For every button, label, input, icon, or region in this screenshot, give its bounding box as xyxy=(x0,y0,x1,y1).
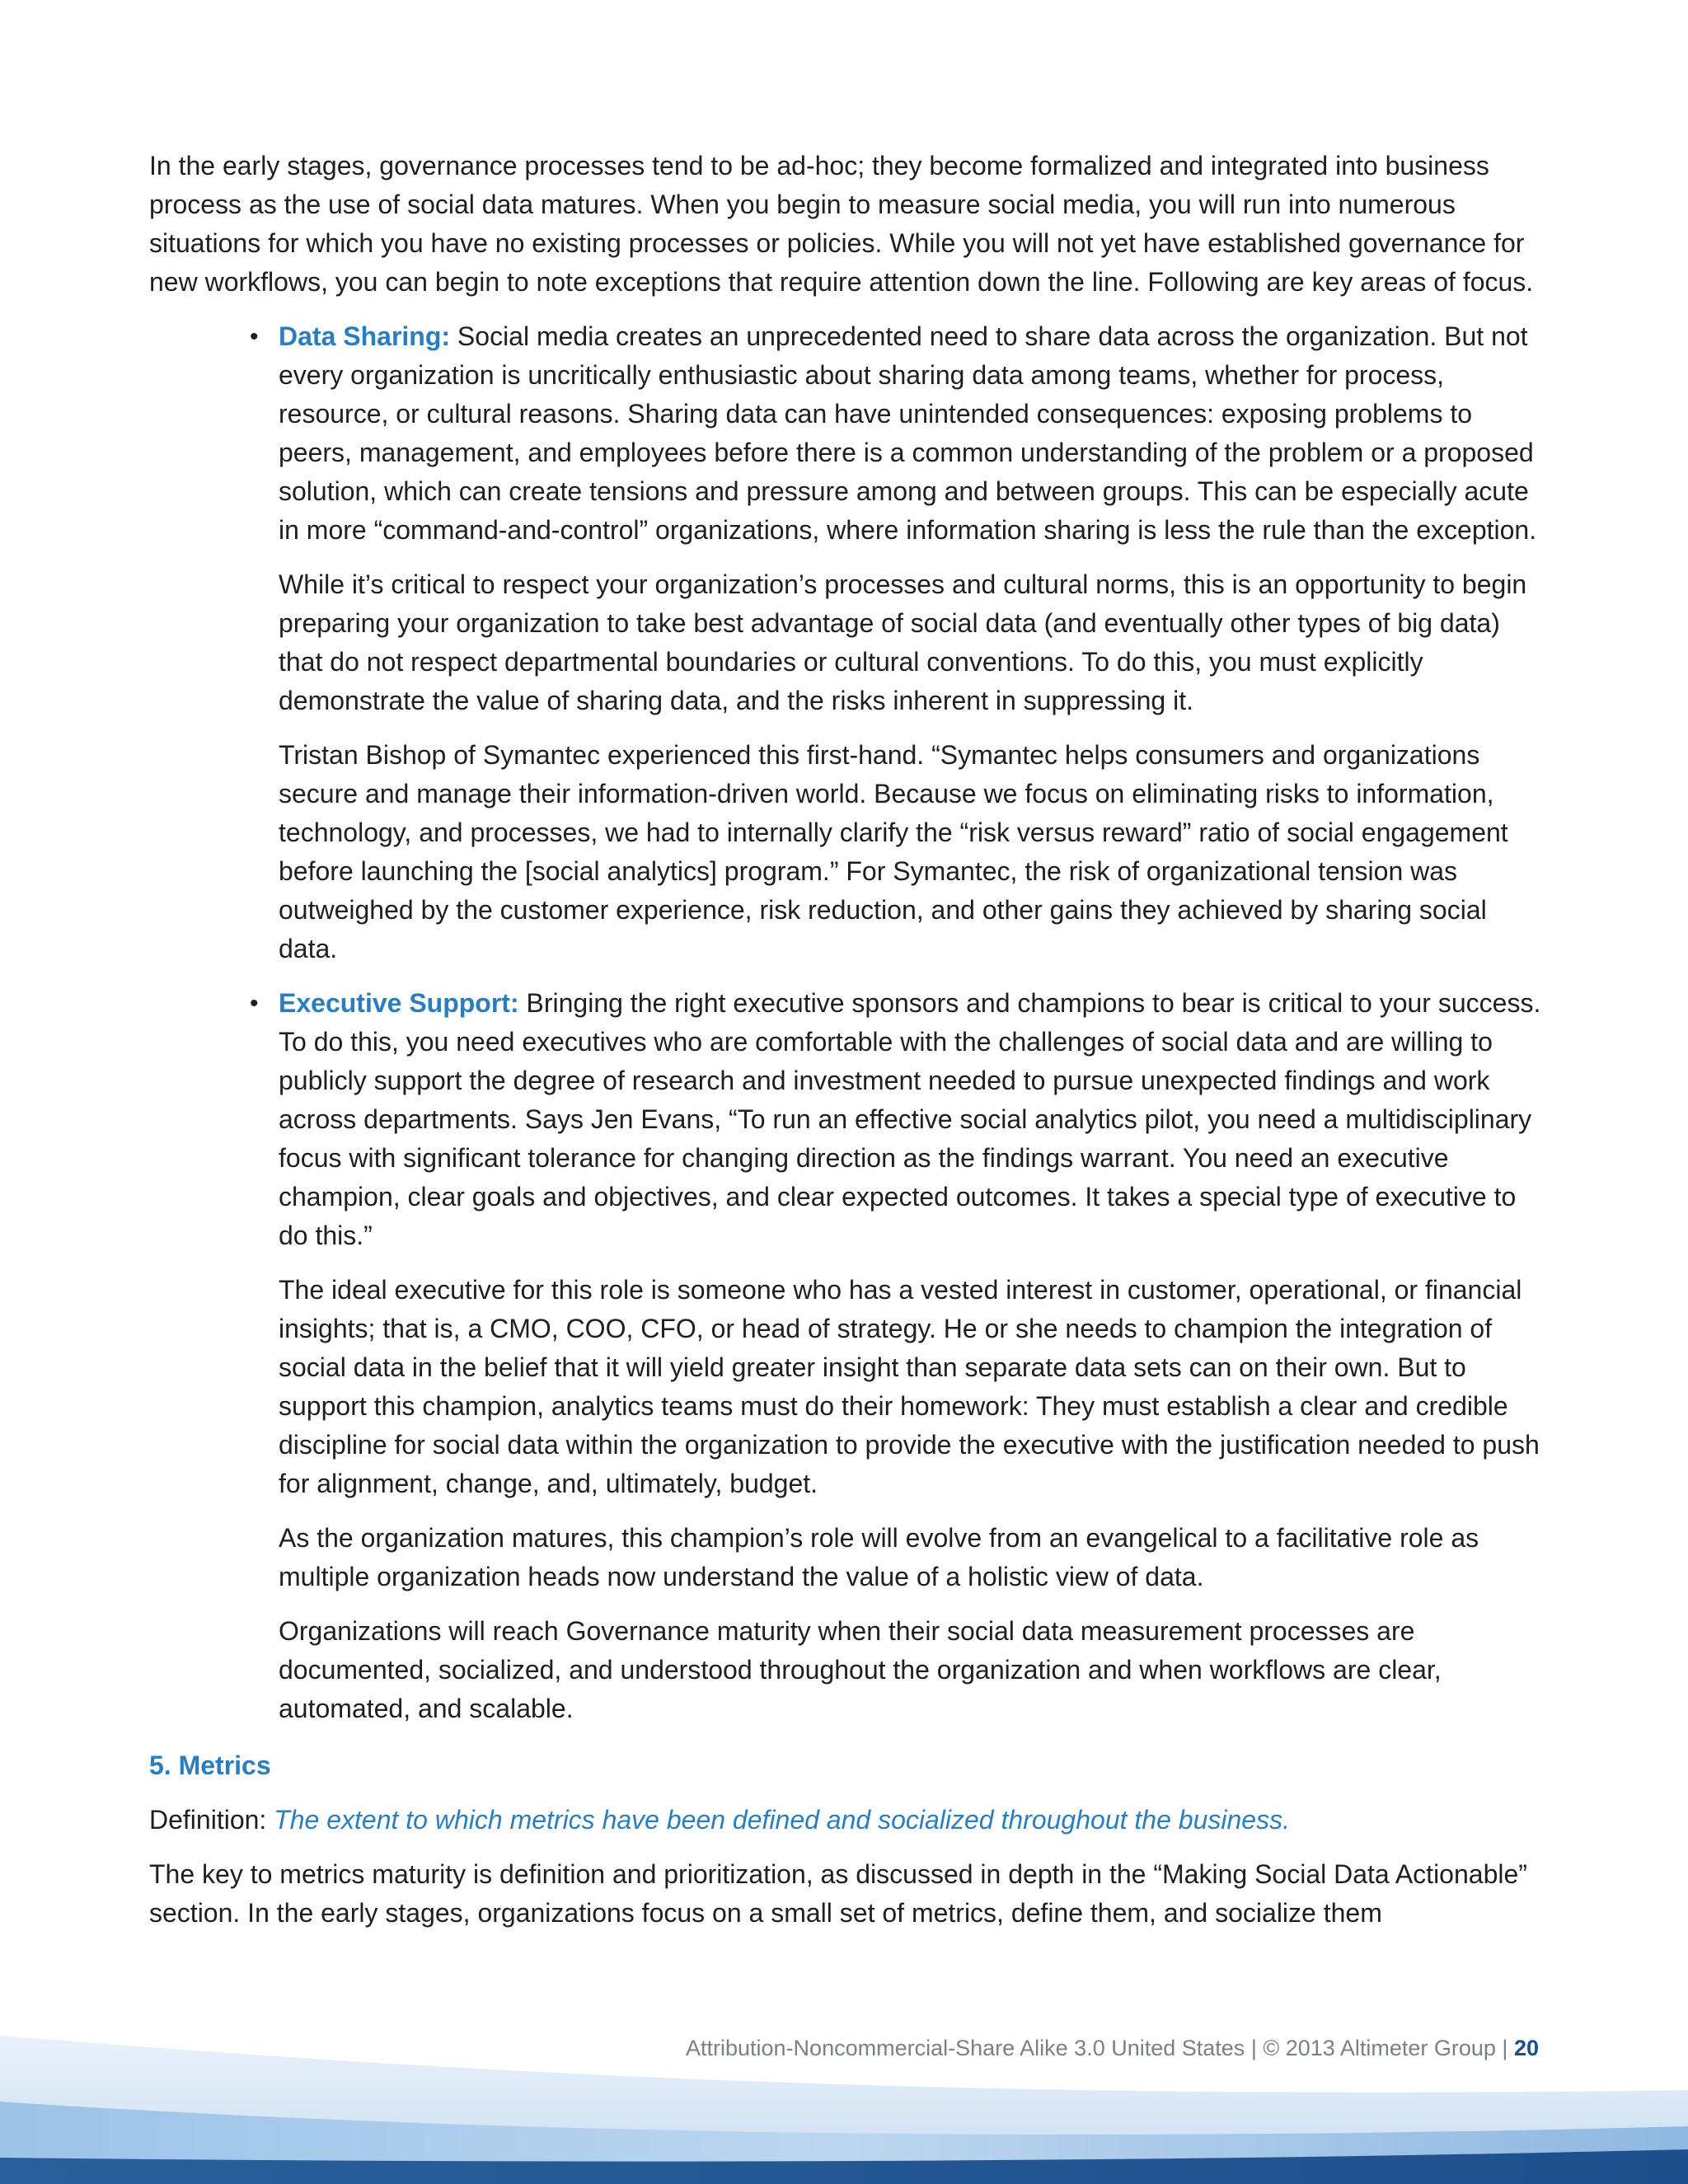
executive-support-paragraph xyxy=(279,984,1542,1255)
bullet-icon: • xyxy=(250,323,259,350)
bullet-icon: • xyxy=(250,990,259,1017)
executive-support-paragraph-4: Organizations will reach Governance maturity when their social data measurement processes are documented, socialized, and understood throughout the organization and when workflows are clear, automated, and scalable. xyxy=(279,1616,1442,1723)
data-sharing-lead: Data Sharing: xyxy=(279,321,451,351)
metrics-heading: 5. Metrics xyxy=(149,1750,271,1780)
license-text: Attribution-Noncommercial-Share Alike 3.0 United States xyxy=(686,2036,1245,2060)
executive-support-lead: Executive Support: xyxy=(279,988,519,1018)
page-content xyxy=(149,147,1542,1948)
data-sharing-paragraph-2: While it’s critical to respect your organization’s processes and cultural norms, this is an opportunity to begin preparing your organization to take best advantage of social data (and eventually other types of big data) that do not respect departmental boundaries or cultural conventions. To do this, you must explicitly demonstrate the value of sharing data, and the risks inherent in suppressing it. xyxy=(279,569,1527,715)
definition-text: The extent to which metrics have been defined and socialized throughout the business. xyxy=(274,1805,1290,1835)
data-sharing-paragraph xyxy=(279,317,1542,550)
intro-paragraph: In the early stages, governance processes tend to be ad-hoc; they become formalized and integrated into business process as the use of social data matures. When you begin to measure social media, you will run into numerous situations for which you have no existing processes or policies. While you will not yet have established governance for new workflows, you can begin to note exceptions that require attention down the line. Following are key areas of focus. xyxy=(149,151,1534,297)
page-footer xyxy=(686,2034,1539,2062)
executive-support-paragraph-3: As the organization matures, this champion’s role will evolve from an evangelical to a facilitative role as multiple organization heads now understand the value of a holistic view of data. xyxy=(279,1523,1479,1591)
page-number: 20 xyxy=(1513,2036,1539,2060)
list-item-executive-support xyxy=(250,984,1542,1728)
definition-label: Definition: xyxy=(149,1805,267,1835)
focus-areas-list xyxy=(149,317,1542,1728)
definition-paragraph xyxy=(149,1801,1542,1840)
list-item-data-sharing xyxy=(250,317,1542,968)
executive-support-text: Bringing the right executive sponsors and champions to bear is critical to your success. To do this, you need executives who are comfortable with the challenges of social data and are willing to publicly support the degree of research and investment needed to pursue unexpected findings and work across departments. Says Jen Evans, “To run an effective social analytics pilot, you need a multidisciplinary focus with significant tolerance for changing direction as the findings warrant. You need an executive champion, clear goals and objectives, and clear expected outcomes. It takes a special type of executive to do this.” xyxy=(279,988,1541,1250)
data-sharing-text: Social media creates an unprecedented need to share data across the organization. But not every organization is uncritically enthusiastic about sharing data among teams, whether for process, resource, or cultural reasons. Sharing data can have unintended consequences: exposing problems to peers, management, and employees before there is a common understanding of the problem or a proposed solution, which can create tensions and pressure among and between groups. This can be especially acute in more “command-and-control” organizations, where information sharing is less the rule than the exception. xyxy=(279,321,1537,545)
footer-separator: | xyxy=(1502,2036,1508,2060)
copyright-text: © 2013 Altimeter Group xyxy=(1263,2036,1496,2060)
metrics-body-paragraph: The key to metrics maturity is definition and prioritization, as discussed in depth in the “Making Social Data Actionable” section. In the early stages, organizations focus on a small set of metrics, define them, and socialize them xyxy=(149,1859,1527,1928)
footer-separator: | xyxy=(1250,2036,1257,2060)
executive-support-paragraph-2: The ideal executive for this role is someone who has a vested interest in customer, operational, or financial insights; that is, a CMO, COO, CFO, or head of strategy. He or she needs to champion the integration of social data in the belief that it will yield greater insight than separate data sets can on their own. But to support this champion, analytics teams must do their homework: They must establish a clear and credible discipline for social data within the organization to provide the executive with the justification needed to push for alignment, change, and, ultimately, budget. xyxy=(279,1275,1540,1498)
data-sharing-paragraph-3: Tristan Bishop of Symantec experienced this first-hand. “Symantec helps consumers and organizations secure and manage their information-driven world. Because we focus on eliminating risks to information, technology, and processes, we had to internally clarify the “risk versus reward” ratio of social engagement before launching the [social analytics] program.” For Symantec, the risk of organizational tension was outweighed by the customer experience, risk reduction, and other gains they achieved by sharing social data. xyxy=(279,740,1508,963)
